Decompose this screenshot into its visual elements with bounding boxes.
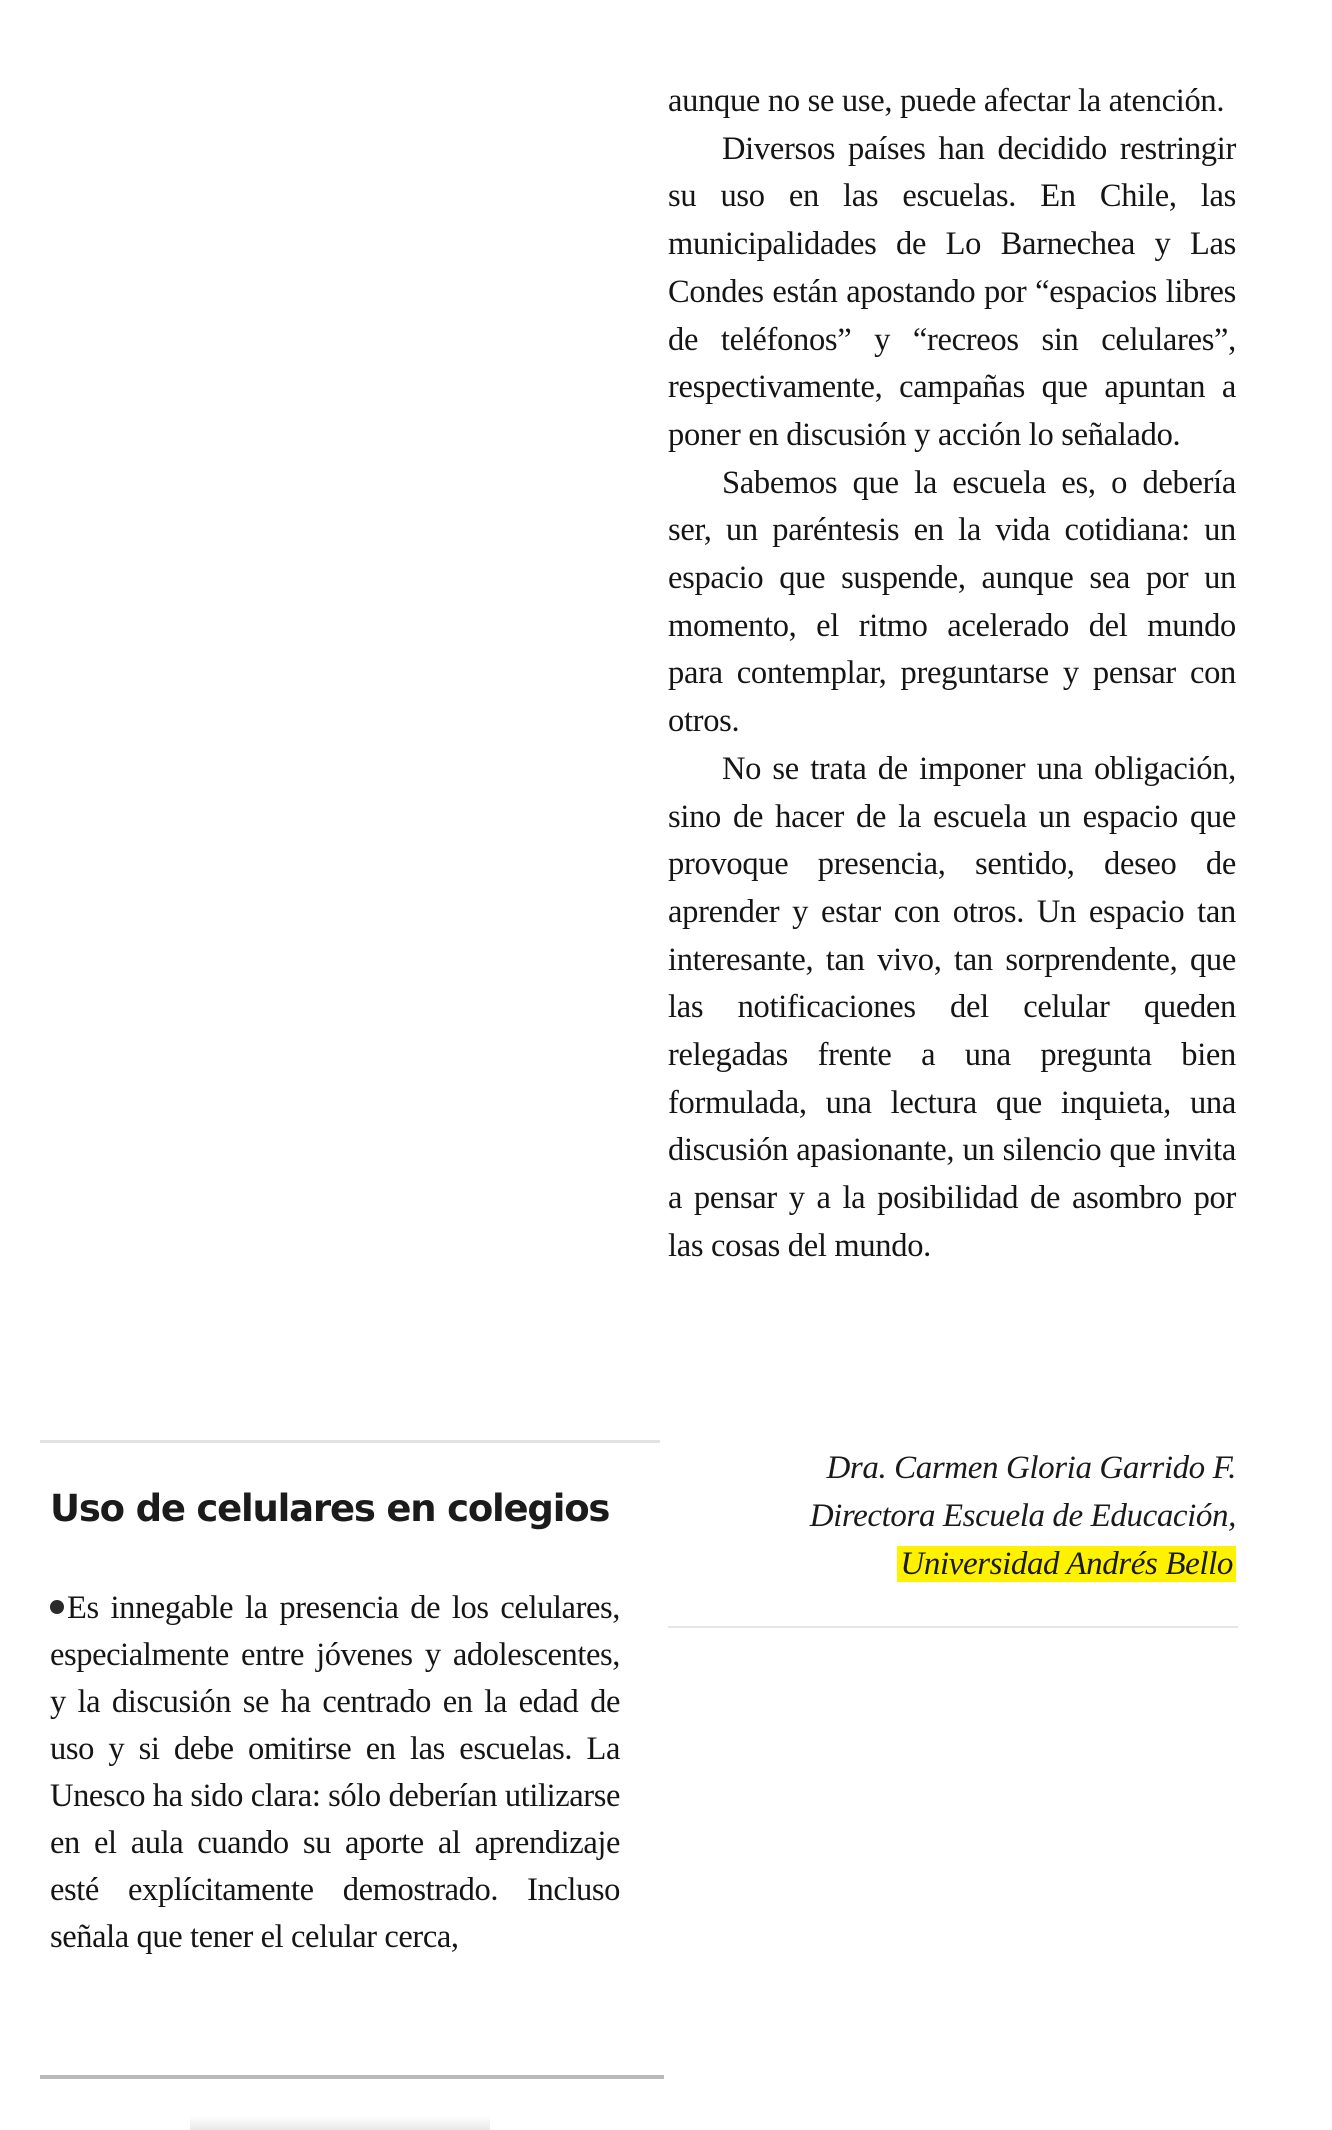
article-paragraph-3: Sabemos que la escuela es, o debería ser, un paréntesis en la vida cotidiana: un espacio que suspende, aunque sea por un momento, el ritmo acelerado del mundo para contemplar, preguntarse y pensar con otros. <box>668 464 1236 740</box>
sidebar-title: Uso de celulares en colegios <box>50 1487 610 1530</box>
page-cut-edge <box>190 2116 490 2130</box>
author-signature <box>668 1444 1236 1588</box>
article-paragraph-1: aunque no se use, puede afectar la atención. <box>668 83 1225 119</box>
author-role: Directora Escuela de Educación, <box>809 1498 1236 1534</box>
sidebar-text-block <box>50 1585 620 1961</box>
author-institution: Universidad Andrés Bello <box>897 1546 1236 1582</box>
bullet-icon <box>50 1600 64 1614</box>
article-paragraph-2: Diversos países han decidido restringir su uso en las escuelas. En Chile, las municipalidades de Lo Barnechea y Las Condes están apostando por “espacios libres de teléfonos” y “recreos sin celulares”, respectivamente, campañas que apuntan a poner en discusión y acción lo señalado. <box>668 130 1236 453</box>
sidebar-text: Es innegable la presencia de los celulares, especialmente entre jóvenes y adolescentes, y la discusión se ha centrado en la edad de uso y si debe omitirse en las escuelas. La Unesco ha sido clara: sólo deberían utilizarse en el aula cuando su aporte al aprendizaje esté explícitamente demostrado. Incluso señala que tener el celular cerca, <box>50 1590 620 1955</box>
sidebar-box-bottom-rule <box>40 2075 664 2079</box>
article-column <box>668 78 1236 1271</box>
article-paragraph-4: No se trata de imponer una obligación, sino de hacer de la escuela un espacio que provoque presencia, sentido, deseo de aprender y estar con otros. Un espacio tan interesante, tan vivo, tan sorprendente, que las notificaciones del celular queden relegadas frente a una pregunta bien formulada, una lectura que inquieta, una discusión apasionante, un silencio que invita a pensar y a la posibilidad de asombro por las cosas del mundo. <box>668 750 1236 1264</box>
author-name: Dra. Carmen Gloria Garrido F. <box>826 1450 1236 1486</box>
signature-divider <box>668 1626 1238 1628</box>
